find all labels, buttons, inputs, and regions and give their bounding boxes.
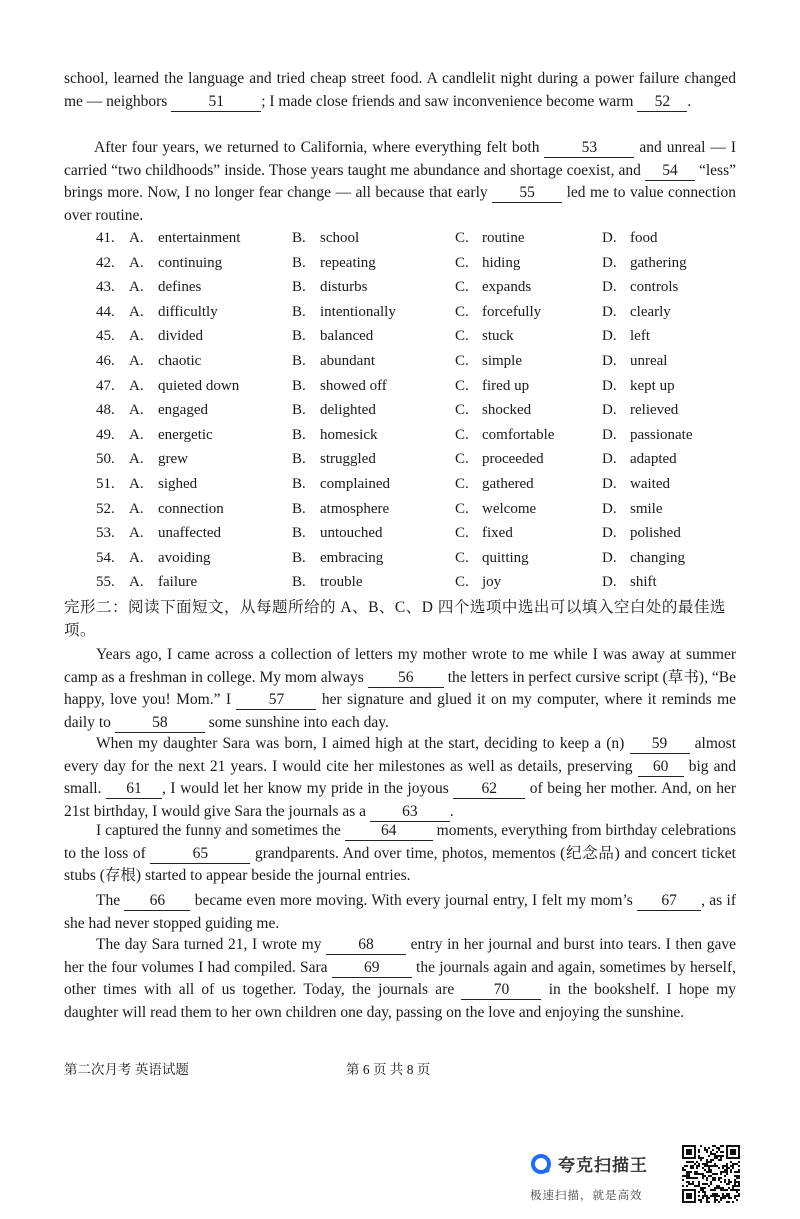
option-letter-c: C. [455,500,469,517]
qr-code [682,1144,740,1204]
blank-55: 55 [492,184,562,203]
passage-text: in the bookshelf. I hope my daughter will read them to her own children one day, passing on the love and enjoying the sunshine. [64,981,736,1021]
option-b-text: struggled [320,451,376,468]
scanner-watermark [530,1147,680,1207]
blank-67: 67 [637,892,701,911]
passage-text: her signature and glued it on my computer, where it reminds me daily to [64,691,736,731]
passage-text: became even more moving. With every journal entry, I felt my mom’s [190,892,638,909]
blank-69: 69 [332,959,412,978]
option-letter-d: D. [602,254,617,271]
option-letter-a: A. [129,525,144,542]
section2-heading: 完形二：阅读下面短文，从每题所给的 A、B、C、D 四个选项中选出可以填入空白处的最佳选项。 [64,599,726,639]
option-letter-d: D. [602,402,617,419]
options-table [96,226,746,595]
option-b-text: repeating [320,254,376,271]
option-d-text: clearly [630,303,671,320]
question-number: 44. [96,303,115,320]
option-letter-d: D. [602,279,617,296]
blank-57: 57 [236,691,316,710]
option-letter-b: B. [292,328,306,345]
option-a-text: unaffected [158,525,222,542]
option-letter-b: B. [292,230,306,246]
passage-text: school, learned the language and tried cheap street food. A candlelit night during a power failure changed me — neighbors [64,70,736,110]
question-number: 46. [96,352,115,369]
question-number: 54. [96,549,115,566]
option-letter-a: A. [129,303,144,320]
option-c-text: welcome [482,500,537,517]
option-letter-a: A. [129,254,144,271]
blank-70: 70 [461,981,541,1000]
blank-52: 52 [637,93,687,112]
option-letter-c: C. [455,303,469,320]
option-c-text: forcefully [482,303,542,320]
option-letter-b: B. [292,525,306,542]
option-b-text: untouched [320,525,383,542]
option-a-text: grew [158,451,188,468]
question-number: 42. [96,254,115,271]
option-row [96,398,746,423]
passage-text: the letters in perfect cursive script (草书), “Be happy, love you! Mom.” I [64,668,737,708]
option-b-text: showed off [320,377,387,394]
option-c-text: expands [482,279,532,296]
option-letter-b: B. [292,254,306,271]
option-b-text: school [320,230,360,246]
option-c-text: routine [482,230,525,246]
option-c-text: gathered [482,475,534,492]
blank-63: 63 [370,803,450,822]
passage-text: big and small. [64,757,736,797]
option-row [96,251,746,276]
passage2-paragraph-1 [64,644,736,734]
option-letter-b: B. [292,500,306,517]
option-letter-a: A. [129,377,144,394]
option-d-text: gathering [630,254,687,271]
option-b-text: embracing [320,549,384,566]
passage2-paragraph-3 [64,820,736,888]
option-letter-d: D. [602,426,617,443]
passage-text: . [449,802,454,820]
option-row [96,275,746,300]
option-row [96,349,746,374]
option-d-text: unreal [630,352,668,369]
passage2-paragraph-4 [64,890,736,935]
option-a-text: failure [158,574,198,591]
option-d-text: smile [630,500,663,517]
passage-text: entry in her journal and burst into tears. I then gave her the four volumes I had compiled. Sara [64,936,736,976]
option-row [96,374,746,399]
question-number: 43. [96,279,115,296]
option-letter-c: C. [455,426,469,443]
option-row [96,423,746,448]
blank-66: 66 [124,892,190,911]
passage-text: led me to value connection over routine. [64,184,736,224]
passage-text: The day Sara turned 21, I wrote my [96,936,327,953]
option-b-text: delighted [320,402,376,419]
option-letter-c: C. [455,402,469,419]
option-row [96,324,746,349]
option-d-text: polished [630,525,681,542]
option-d-text: shift [630,574,657,591]
option-d-text: adapted [630,451,677,468]
question-number: 53. [96,525,115,542]
option-c-text: hiding [482,254,521,271]
option-d-text: food [630,230,658,246]
question-number: 49. [96,426,115,443]
question-number: 52. [96,500,115,517]
option-a-text: sighed [158,475,198,492]
option-c-text: proceeded [482,451,544,468]
option-letter-c: C. [455,377,469,394]
footer-exam-title: 第二次月考 英语试题 [64,1062,189,1077]
passage-text: grandparents. And over time, photos, mementos (纪念品) and concert ticket stubs (存根) started to appear beside the journal entries. [64,844,736,884]
option-b-text: disturbs [320,279,368,296]
option-letter-b: B. [292,377,306,394]
option-letter-a: A. [129,549,144,566]
blank-61: 61 [106,780,162,799]
blank-58: 58 [115,714,205,733]
option-d-text: relieved [630,402,679,419]
passage-text: moments, everything from birthday celebrations to the loss of [64,822,737,862]
blank-59: 59 [630,735,690,754]
question-number: 45. [96,328,115,345]
passage2-paragraph-5 [64,934,736,1024]
blank-68: 68 [326,936,406,955]
option-letter-c: C. [455,254,469,271]
option-letter-a: A. [129,352,144,369]
option-b-text: intentionally [320,303,396,320]
option-d-text: waited [630,475,670,492]
option-letter-b: B. [292,402,306,419]
option-row [96,521,746,546]
passage-text: I captured the funny and sometimes the [96,822,345,839]
passage-text: some sunshine into each day. [204,713,389,731]
footer-page-number: 第 6 页 共 8 页 [346,1062,431,1077]
option-letter-a: A. [129,328,144,345]
option-a-text: engaged [158,402,208,419]
option-b-text: complained [320,475,390,492]
option-b-text: abundant [320,352,375,369]
option-a-text: defines [158,279,202,296]
option-a-text: avoiding [158,549,211,566]
passage-text: , as if she had never stopped guiding me. [64,892,736,932]
option-letter-d: D. [602,303,617,320]
option-letter-b: B. [292,352,306,369]
option-a-text: connection [158,500,224,517]
passage-text: ; I made close friends and saw inconvenience become warm [261,92,638,110]
option-letter-a: A. [129,230,144,246]
option-d-text: kept up [630,377,675,394]
option-c-text: stuck [482,328,514,345]
option-letter-b: B. [292,574,306,591]
blank-60: 60 [638,758,684,777]
option-c-text: quitting [482,549,529,566]
option-row [96,300,746,325]
option-row [96,497,746,522]
option-a-text: energetic [158,426,213,443]
option-letter-d: D. [602,574,617,591]
passage-text: , I would let her know my pride in the joyous [161,780,454,797]
option-row [96,447,746,472]
option-letter-d: D. [602,451,617,468]
option-letter-c: C. [455,475,469,492]
option-c-text: fired up [482,377,530,394]
option-letter-a: A. [129,475,144,492]
question-number: 51. [96,475,115,492]
option-a-text: chaotic [158,352,202,369]
option-letter-c: C. [455,230,469,246]
option-letter-a: A. [129,500,144,517]
option-b-text: trouble [320,574,363,591]
option-letter-b: B. [292,475,306,492]
option-a-text: continuing [158,254,223,271]
passage-text: the journals again and again, sometimes by herself, other times with all of us together. Today, the journals are [64,958,736,998]
option-letter-a: A. [129,574,144,591]
passage-text: The [96,892,125,909]
passage-text: and unreal — I carried “two childhoods” inside. Those years taught me abundance and shortage coexist, and [64,139,736,179]
option-letter-d: D. [602,230,617,246]
passage-text: of being her mother. And, on her 21st birthday, I would give Sara the journals as a [64,780,736,820]
option-c-text: fixed [482,525,513,542]
option-letter-c: C. [455,549,469,566]
option-a-text: quieted down [158,377,240,394]
blank-65: 65 [150,845,250,864]
option-a-text: entertainment [158,230,241,246]
passage-text: Years ago, I came across a collection of letters my mother wrote to me while I was away at summer camp as a freshman in college. My mom always [64,646,736,686]
option-c-text: comfortable [482,426,555,443]
option-a-text: difficultly [158,303,218,320]
option-letter-d: D. [602,500,617,517]
option-letter-c: C. [455,328,469,345]
option-letter-d: D. [602,525,617,542]
question-number: 41. [96,230,115,246]
blank-53: 53 [544,139,634,158]
option-letter-b: B. [292,549,306,566]
option-row [96,546,746,571]
passage1-paragraph-1 [64,68,736,113]
option-letter-a: A. [129,426,144,443]
option-b-text: homesick [320,426,378,443]
option-b-text: atmosphere [320,500,390,517]
option-letter-b: B. [292,451,306,468]
option-d-text: left [630,328,650,345]
option-letter-b: B. [292,279,306,296]
blank-62: 62 [453,780,525,799]
option-letter-c: C. [455,352,469,369]
option-row [96,472,746,497]
passage-text: When my daughter Sara was born, I aimed high at the start, deciding to keep a (n) [96,735,630,752]
option-d-text: controls [630,279,679,296]
question-number: 50. [96,451,115,468]
option-letter-c: C. [455,279,469,296]
passage-text: . [687,92,692,110]
passage1-paragraph-2 [64,137,736,227]
option-letter-d: D. [602,328,617,345]
passage2-paragraph-2 [64,733,736,823]
option-a-text: divided [158,328,203,345]
option-letter-d: D. [602,377,617,394]
option-letter-b: B. [292,303,306,320]
option-letter-a: A. [129,451,144,468]
question-number: 48. [96,402,115,419]
brand-name: 夸克扫描王 [558,1156,648,1176]
option-row [96,226,746,251]
blank-54: 54 [645,162,695,181]
question-number: 47. [96,377,115,394]
passage-text: After four years, we returned to California, where everything felt both [94,139,545,156]
question-number: 55. [96,574,115,591]
option-letter-c: C. [455,574,469,591]
blank-56: 56 [368,669,444,688]
option-letter-d: D. [602,352,617,369]
option-c-text: simple [482,352,522,369]
option-row [96,570,746,595]
option-d-text: passionate [630,426,693,443]
option-letter-d: D. [602,475,617,492]
option-letter-b: B. [292,426,306,443]
option-d-text: changing [630,549,685,566]
option-b-text: balanced [320,328,374,345]
option-letter-a: A. [129,402,144,419]
option-letter-c: C. [455,525,469,542]
quark-logo-icon [530,1153,552,1175]
passage-text: almost every day for the next 21 years. I would cite her milestones as well as details, preserving [64,735,737,775]
option-letter-d: D. [602,549,617,566]
option-letter-c: C. [455,451,469,468]
option-letter-a: A. [129,279,144,296]
brand-slogan: 极速扫描，就是高效 [530,1188,643,1202]
blank-51: 51 [171,93,261,112]
passage-text: “less” brings more. Now, I no longer fear change — all because that early [64,161,736,201]
option-c-text: joy [482,574,502,591]
option-c-text: shocked [482,402,532,419]
blank-64: 64 [345,822,433,841]
